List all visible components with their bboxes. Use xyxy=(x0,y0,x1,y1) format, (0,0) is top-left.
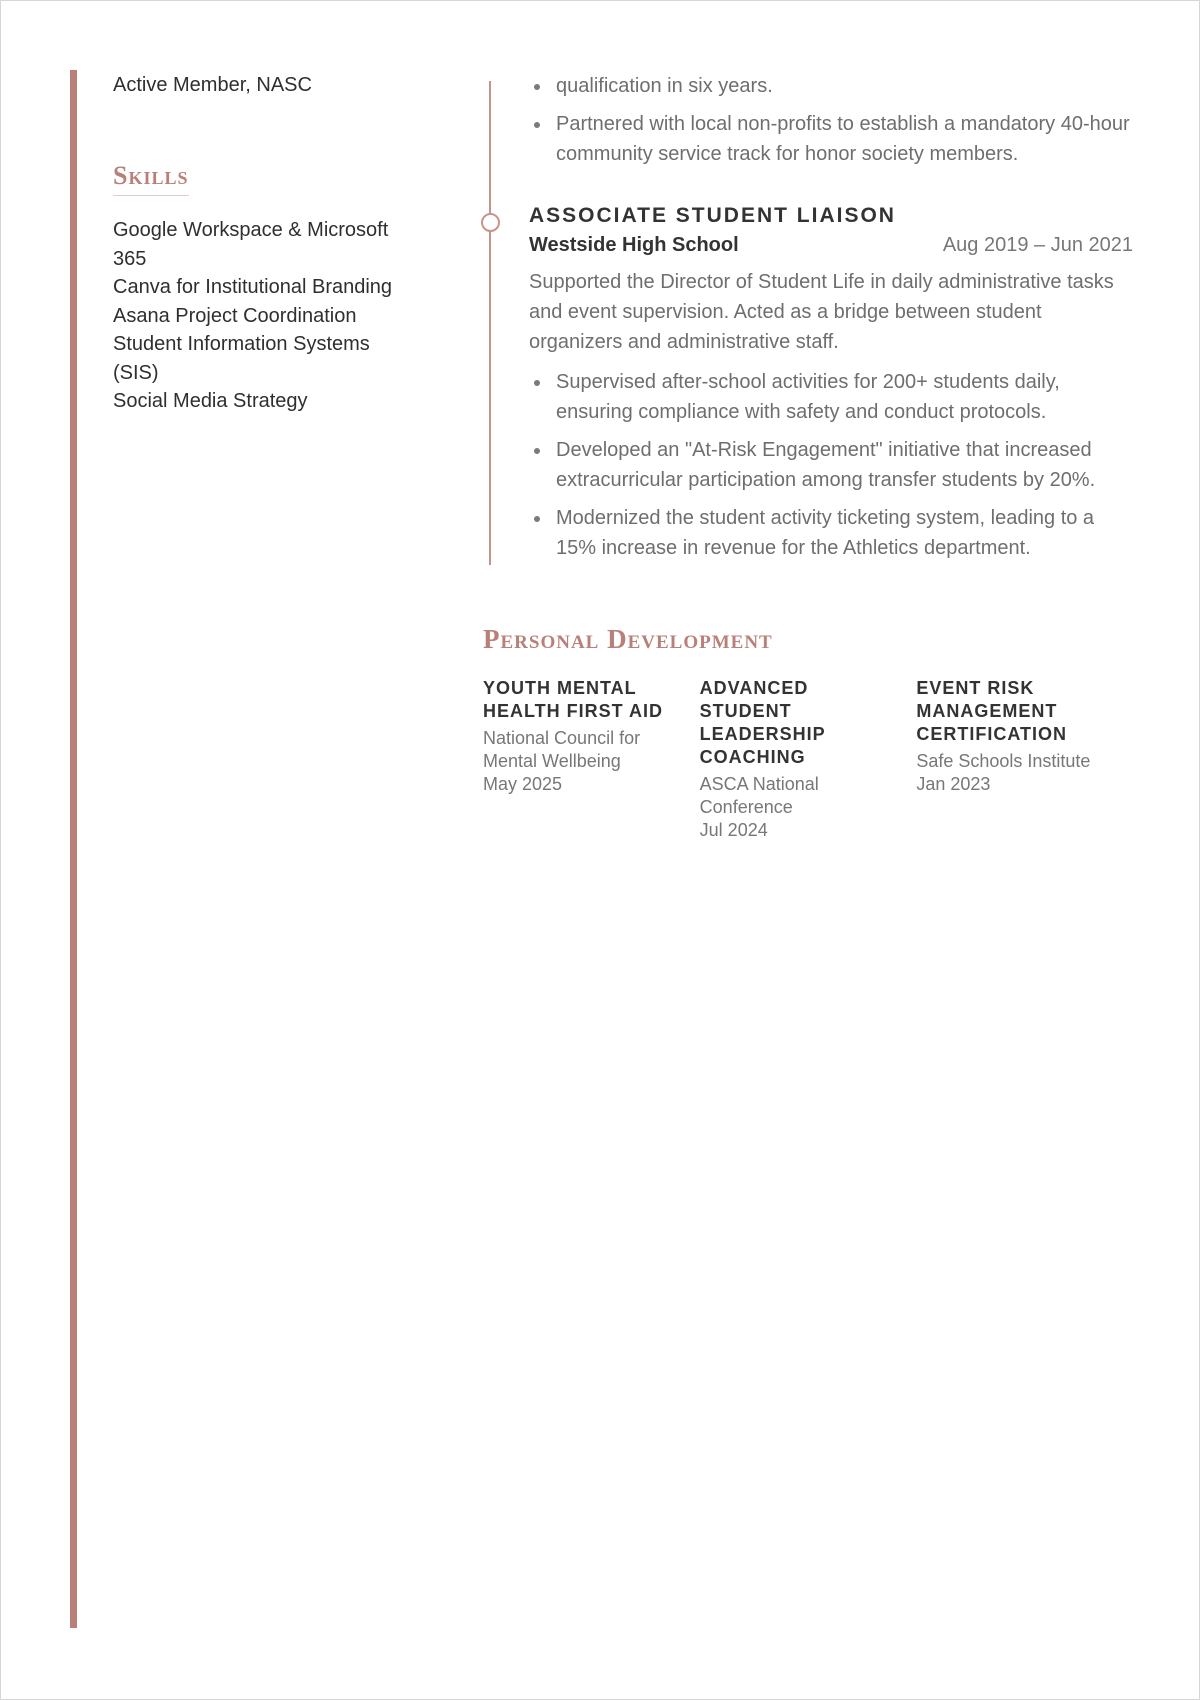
certification-issuer: Safe Schools Institute xyxy=(916,751,1091,771)
certification-issuer: ASCA National Conference xyxy=(699,774,819,817)
bullet-text: Developed an "At-Risk Engagement" initiative that increased extracurricular participation among transfer students by 20%. xyxy=(556,439,1096,491)
personal-development-grid xyxy=(483,677,1133,842)
personal-development-heading: Personal Development xyxy=(483,624,773,654)
bullet-item xyxy=(529,435,1133,495)
accent-bar xyxy=(70,70,77,1628)
certification-date: Jul 2024 xyxy=(699,820,768,840)
bullet-item xyxy=(529,109,1133,169)
job-organization: Westside High School xyxy=(529,234,739,256)
bullet-icon xyxy=(534,122,540,128)
bullet-item xyxy=(529,503,1133,563)
bullet-text: Modernized the student activity ticketing system, leading to a 15% increase in revenue for the Athletics department. xyxy=(556,507,1095,559)
previous-job-bullets xyxy=(529,71,1133,169)
job-title: ASSOCIATE STUDENT LIAISON xyxy=(529,204,896,227)
certification-name: ADVANCED STUDENT LEADERSHIP COACHING xyxy=(699,678,826,767)
certification-item xyxy=(700,677,917,842)
bullet-icon xyxy=(534,448,540,454)
skill-item: Google Workspace & Microsoft 365 xyxy=(113,219,389,270)
experience-timeline xyxy=(483,71,1133,563)
timeline-line xyxy=(489,81,491,565)
skill-item: Social Media Strategy xyxy=(113,390,308,412)
timeline-node-icon xyxy=(481,213,500,232)
bullet-icon xyxy=(534,84,540,90)
skill-item: Student Information Systems (SIS) xyxy=(113,333,370,384)
skills-list xyxy=(113,216,413,416)
membership-entry: Active Member, NASC xyxy=(113,74,312,96)
skill-item: Canva for Institutional Branding xyxy=(113,276,393,298)
skill-item: Asana Project Coordination xyxy=(113,304,357,327)
certification-item xyxy=(483,677,700,842)
certification-date: May 2025 xyxy=(483,774,563,794)
job-dates: Aug 2019 – Jun 2021 xyxy=(942,234,1133,256)
right-column xyxy=(483,71,1133,842)
left-column xyxy=(113,71,433,416)
job-bullets xyxy=(529,367,1133,563)
certification-item xyxy=(916,677,1133,842)
certification-name: YOUTH MENTAL HEALTH FIRST AID xyxy=(483,678,663,721)
certification-date: Jan 2023 xyxy=(916,774,991,794)
bullet-item xyxy=(529,71,1133,101)
bullet-icon xyxy=(534,516,540,522)
bullet-item xyxy=(529,367,1133,427)
bullet-text: Partnered with local non-profits to establish a mandatory 40-hour community service track for honor society members. xyxy=(556,113,1130,165)
bullet-text: Supervised after-school activities for 200+ students daily, ensuring compliance with safety and conduct protocols. xyxy=(556,371,1060,423)
certification-issuer: National Council for Mental Wellbeing xyxy=(483,728,641,771)
job-summary: Supported the Director of Student Life in daily administrative tasks and event supervision. Acted as a bridge between student organizers and administrative staff. xyxy=(529,271,1114,353)
skills-heading: Skills xyxy=(113,161,189,196)
job-meta xyxy=(529,231,1133,259)
bullet-text: qualification in six years. xyxy=(556,75,773,97)
certification-name: EVENT RISK MANAGEMENT CERTIFICATION xyxy=(916,678,1067,744)
bullet-icon xyxy=(534,380,540,386)
